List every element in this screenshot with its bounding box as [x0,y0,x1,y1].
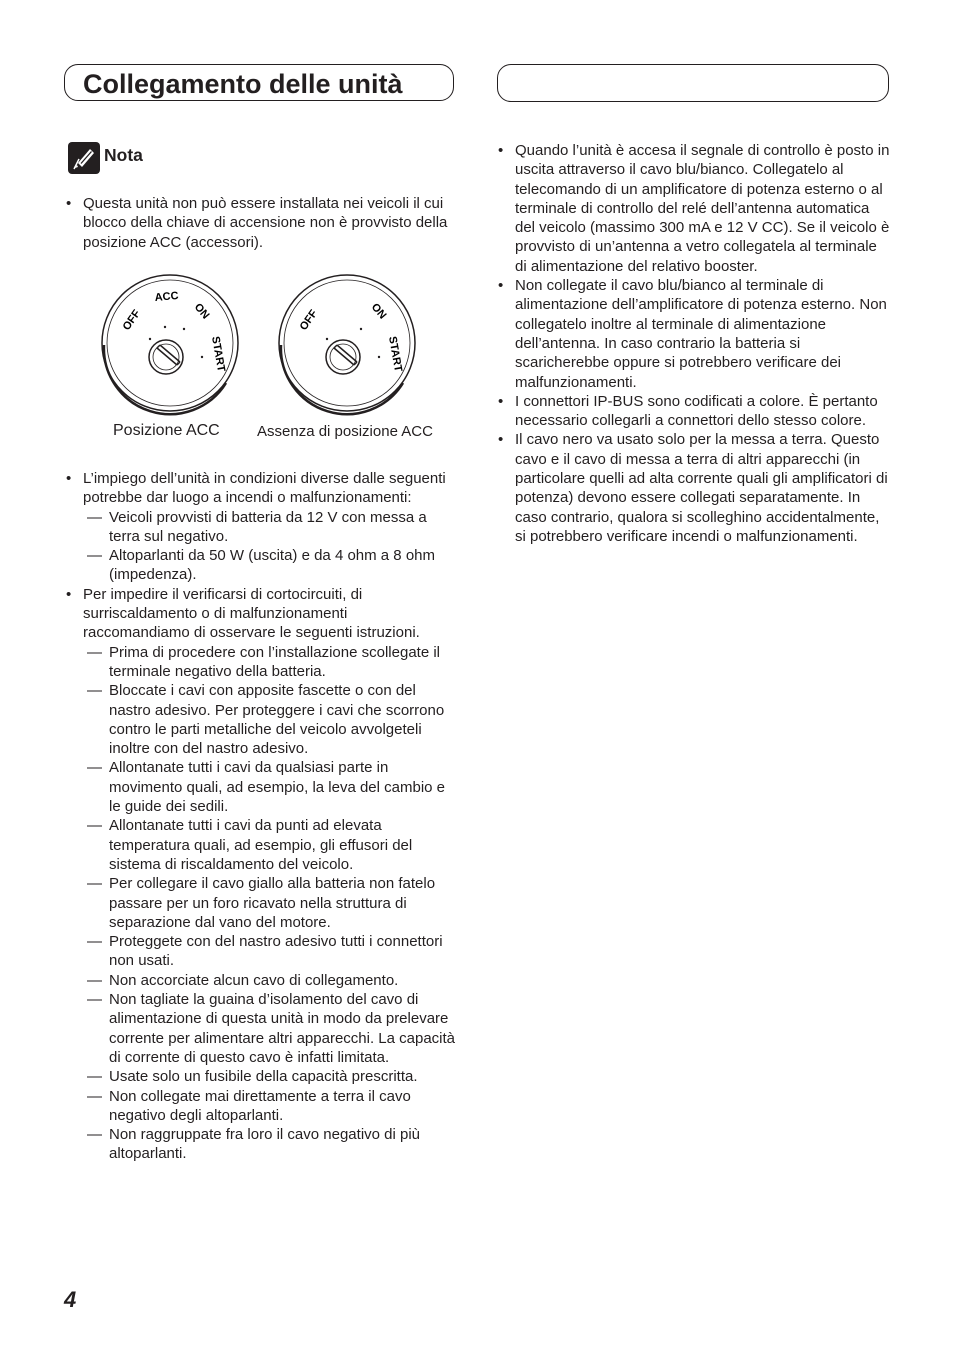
sub-list [83,643,458,1164]
sub-list-item: — Prima di procedere con l’installazione scollegate il terminale negativo della batteria. [83,643,458,682]
on-label: ON [191,301,212,322]
caption-acc-position: Posizione ACC [113,422,220,439]
caption-no-acc-position: Assenza di posizione ACC [257,423,433,440]
list-item: • I connettori IP-BUS sono codificati a colore. È pertanto necessario collegarli a connettori dello stesso colore. [496,392,892,431]
list-item [64,469,458,585]
section-title-box [64,64,454,101]
sub-list-item: — Altoparlanti da 50 W (uscita) e da 4 ohm a 8 ohm (impedenza). [83,546,458,585]
pencil-note-icon [67,141,101,175]
list-item: • Quando l’unità è accesa il segnale di controllo è posto in uscita attraverso il cavo blu/bianco. Collegatelo al telecomando di un amplificatore di potenza esterno o al terminale di controllo del relé dell’antenna automatica del veicolo (massimo 300 mA e 12 V CC). Se il veicolo è provvisto di un’antenna a vetro collegatela al terminale di alimentazione del relativo booster. [496,141,892,276]
page-title: Collegamento delle unità [83,69,403,99]
list-item-text: L’impiego dell’unità in condizioni diverse dalle seguenti potrebbe dar luogo a incendi o malfunzionamenti: [83,470,446,507]
page-number: 4 [64,1287,77,1312]
key-with-acc [102,275,238,414]
right-bullet-list [496,141,892,546]
off-label: OFF [297,307,321,333]
empty-title-box [497,64,889,102]
acc-label: ACC [154,289,180,304]
start-label: START [209,335,228,373]
key-without-acc [279,275,415,414]
sub-list-item: — Bloccate i cavi con apposite fascette o con del nastro adesivo. Per proteggere i cavi che scorrono contro le parti metalliche del veicolo avvolgeteli inoltre con del nastro adesivo. [83,681,458,758]
off-label: OFF [120,307,144,333]
start-label: START [386,335,405,373]
sub-list-item: — Allontanate tutti i cavi da qualsiasi parte in movimento quali, ad esempio, la leva del cambio e le guide dei sedili. [83,758,458,816]
intro-list [64,194,456,252]
list-item: • Questa unità non può essere installata nei veicoli il cui blocco della chiave di accensione non è provvisto della posizione ACC (accessori). [64,194,456,252]
sub-list-item: — Non raggruppate fra loro il cavo negativo di più altoparlanti. [83,1125,458,1164]
sub-list-item: — Non accorciate alcun cavo di collegamento. [83,971,458,990]
sub-list-item: — Non collegate mai direttamente a terra il cavo negativo degli altoparlanti. [83,1087,458,1126]
sub-list-item: — Per collegare il cavo giallo alla batteria non fatelo passare per un foro ricavato nella struttura di separazione dal vano del motore. [83,874,458,932]
sub-list-item: — Non tagliate la guaina d’isolamento del cavo di alimentazione di questa unità in modo da prelevare corrente per alimentare altri apparecchi. La capacità di corrente di questo cavo è infatti limitata. [83,990,458,1067]
sub-list-item: — Proteggete con del nastro adesivo tutti i connettori non usati. [83,932,458,971]
sub-list-item: — Allontanate tutti i cavi da punti ad elevata temperatura quali, ad esempio, gli effusori del sistema di riscaldamento del veicolo. [83,816,458,874]
list-item [64,585,458,1164]
on-label: ON [368,301,389,322]
sub-list-item: — Usate solo un fusibile della capacità prescritta. [83,1067,458,1086]
list-item: • Il cavo nero va usato solo per la messa a terra. Questo cavo e il cavo di messa a terra di altri apparecchi (in particolare quelli ad alta corrente quali gli amplificatori di potenza) devono essere collegati separatamente. In caso contrario, qualora si scolleghino accidentalmente, si potrebbero verificare incendi o malfunzionamenti. [496,430,892,546]
left-bullet-list [64,469,458,1164]
sub-list-item: — Veicoli provvisti di batteria da 12 V con messa a terra sul negativo. [83,508,458,547]
list-item: • Non collegate il cavo blu/bianco al terminale di alimentazione dell’amplificatore di potenza esterno. Non collegatelo inoltre al terminale di alimentazione dell’antenna. In caso contrario la batteria si scaricherebbe oppure si potrebbero verificare dei malfunzionamenti. [496,276,892,392]
list-item-text: Per impedire il verificarsi di cortocircuiti, di surriscaldamento o di malfunzionamenti raccomandiamo di osservare le seguenti istruzioni. [83,585,420,642]
sub-list [83,508,458,585]
note-label: Nota [104,145,143,165]
